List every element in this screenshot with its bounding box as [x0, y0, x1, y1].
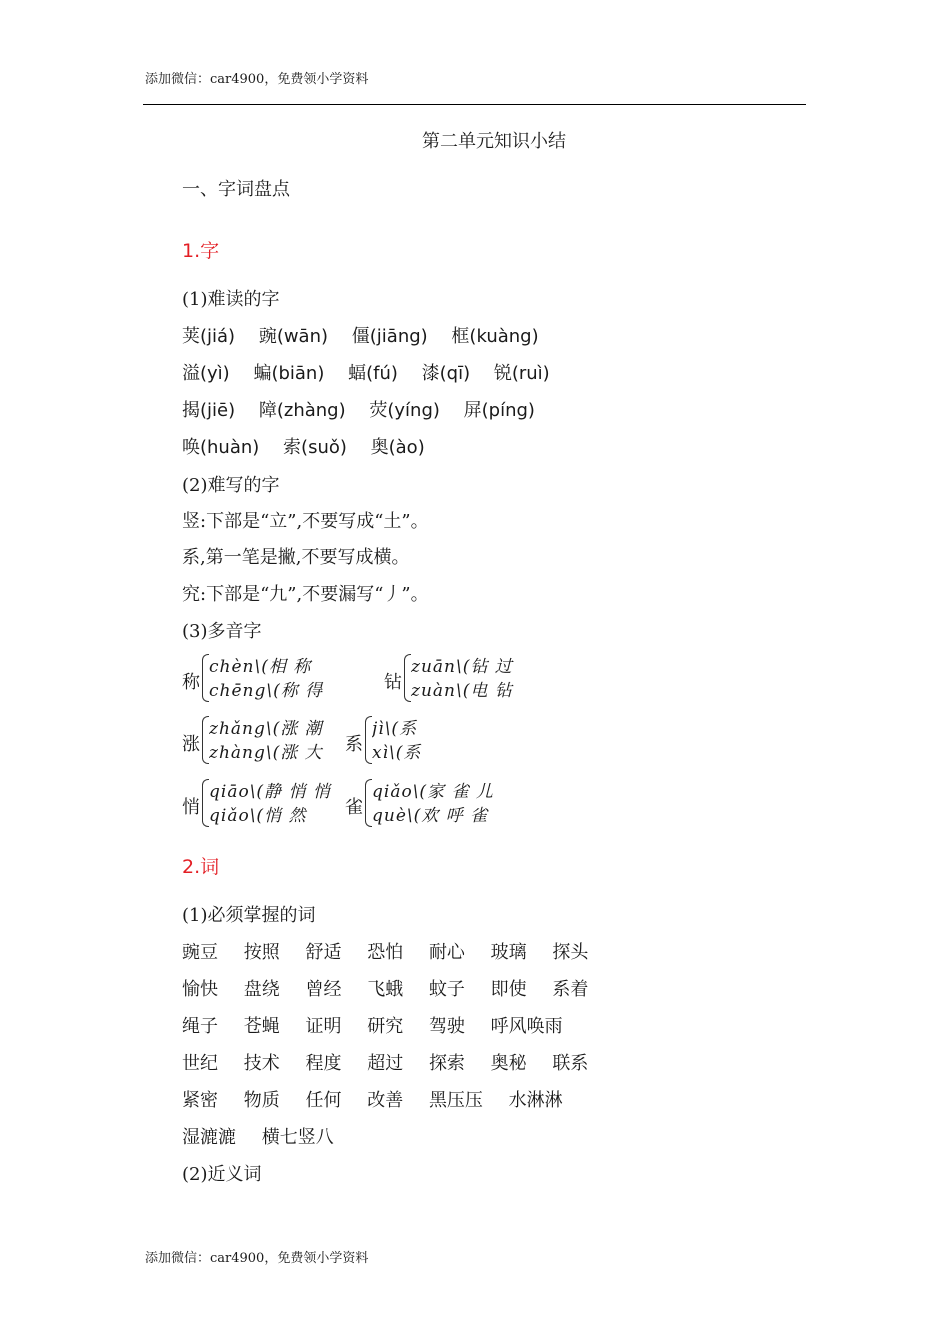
vocab-word: 任何	[305, 1090, 342, 1111]
subheading-characters: 1.字	[182, 240, 220, 262]
vocab-word: 联系	[552, 1053, 589, 1074]
vocab-word: 苍蝇	[243, 1016, 280, 1037]
hard-read-item: 溢(yì)	[182, 363, 230, 384]
polyphone-reading: zhàng\(涨 大	[209, 743, 323, 763]
hard-write-note: 竖:下部是“立”,不要写成“土”。	[182, 511, 429, 532]
hard-read-item: 荚(jiá)	[182, 326, 236, 347]
polyphone-char: 钻	[384, 672, 402, 693]
vocab-word: 超过	[367, 1053, 404, 1074]
vocab-word: 即使	[490, 979, 527, 1000]
polyphone-reading: jì\(系	[372, 719, 418, 739]
vocab-word: 呼风唤雨	[490, 1016, 563, 1037]
vocab-word: 探头	[552, 942, 589, 963]
polyphone-char: 称	[182, 672, 200, 693]
vocab-word: 盘绕	[243, 979, 280, 1000]
subheading-words: 2.词	[182, 856, 220, 878]
hard-write-heading: (2)难写的字	[182, 475, 280, 496]
vocab-word: 水淋淋	[508, 1090, 563, 1111]
hard-read-row	[182, 322, 557, 348]
hard-read-row	[182, 433, 443, 459]
brace	[202, 716, 209, 764]
hard-read-item: 僵(jiāng)	[351, 326, 428, 347]
polyphone-char: 系	[345, 734, 363, 755]
hard-read-item: 框(kuàng)	[451, 326, 539, 347]
polyphone-reading: chèn\(相 称	[209, 657, 312, 677]
hard-read-item: 豌(wān)	[258, 326, 329, 347]
polyphone-reading: qiǎo\(家 雀 儿	[372, 782, 494, 802]
hard-read-item: 荧(yíng)	[369, 400, 440, 421]
polyphone-char: 涨	[182, 734, 200, 755]
polyphone-reading: zhǎng\(涨 潮	[209, 719, 323, 739]
vocab-word: 技术	[243, 1053, 280, 1074]
vocab-word: 愉快	[182, 979, 218, 1000]
page-title: 第二单元知识小结	[422, 131, 566, 152]
vocab-word: 证明	[305, 1016, 342, 1037]
word-row	[182, 938, 608, 964]
vocab-word: 豌豆	[182, 942, 218, 963]
polyphone-reading: zuàn\(电 钻	[411, 681, 513, 701]
vocab-word: 世纪	[182, 1053, 218, 1074]
vocab-word: 湿漉漉	[182, 1127, 236, 1148]
hard-read-item: 蝠(fú)	[348, 363, 398, 384]
hard-read-item: 锐(ruì)	[493, 363, 550, 384]
hard-read-item: 漆(qī)	[421, 363, 471, 384]
polyphone-reading: qiǎo\(悄 然	[209, 806, 307, 826]
vocab-word: 绳子	[182, 1016, 218, 1037]
vocab-word: 耐心	[428, 942, 465, 963]
hard-read-item: 蝙(biān)	[253, 363, 325, 384]
vocab-word: 蚊子	[428, 979, 465, 1000]
word-row	[182, 1049, 608, 1075]
hard-read-item: 屏(píng)	[463, 400, 535, 421]
polyphone-reading: xì\(系	[372, 743, 422, 763]
word-row	[182, 1086, 583, 1112]
brace	[202, 779, 209, 827]
vocab-word: 舒适	[305, 942, 342, 963]
vocab-word: 曾经	[305, 979, 342, 1000]
vocab-word: 黑压压	[428, 1090, 483, 1111]
page-footer: 添加微信：car4900，免费领小学资料	[145, 1251, 369, 1266]
must-know-heading: (1)必须掌握的词	[182, 905, 316, 926]
vocab-word: 紧密	[182, 1090, 218, 1111]
polyphone-char: 雀	[345, 797, 363, 818]
brace	[404, 654, 411, 702]
vocab-word: 驾驶	[428, 1016, 465, 1037]
hard-read-item: 唤(huàn)	[182, 437, 260, 458]
hard-read-row	[182, 396, 553, 422]
hard-read-item: 障(zhàng)	[258, 400, 346, 421]
brace	[365, 716, 372, 764]
vocab-word: 奥秘	[490, 1053, 527, 1074]
polyphone-reading: chēng\(称 得	[209, 681, 324, 701]
hard-read-heading: (1)难读的字	[182, 289, 280, 310]
vocab-word: 横七竖八	[261, 1127, 334, 1148]
hard-read-item: 索(suǒ)	[283, 437, 347, 458]
vocab-word: 研究	[367, 1016, 404, 1037]
polyphone-reading: què\(欢 呼 雀	[372, 806, 489, 826]
polyphone-reading: zuān\(钻 过	[411, 657, 513, 677]
vocab-word: 按照	[243, 942, 280, 963]
synonyms-heading: (2)近义词	[182, 1164, 262, 1185]
vocab-word: 恐怕	[367, 942, 404, 963]
brace	[202, 654, 209, 702]
polyphone-reading: qiāo\(静 悄 悄	[209, 782, 331, 802]
vocab-word: 物质	[243, 1090, 280, 1111]
page-header: 添加微信：car4900，免费领小学资料	[145, 72, 369, 87]
polyphone-char: 悄	[182, 797, 200, 818]
section-heading-words: 一、字词盘点	[182, 179, 290, 200]
polyphone-heading: (3)多音字	[182, 621, 262, 642]
hard-write-note: 系,第一笔是撇,不要写成横。	[182, 547, 410, 568]
hard-read-item: 揭(jiē)	[182, 400, 236, 421]
hard-write-note: 究:下部是“九”,不要漏写“丿”。	[182, 584, 429, 605]
vocab-word: 改善	[367, 1090, 404, 1111]
hard-read-row	[182, 359, 568, 385]
vocab-word: 飞蛾	[367, 979, 404, 1000]
vocab-word: 探索	[428, 1053, 465, 1074]
vocab-word: 系着	[552, 979, 589, 1000]
word-row	[182, 975, 608, 1001]
word-row	[182, 1123, 354, 1149]
vocab-word: 玻璃	[490, 942, 527, 963]
word-row	[182, 1012, 583, 1038]
header-rule	[143, 104, 806, 105]
vocab-word: 程度	[305, 1053, 342, 1074]
brace	[365, 779, 372, 827]
hard-read-item: 奥(ào)	[370, 437, 425, 458]
